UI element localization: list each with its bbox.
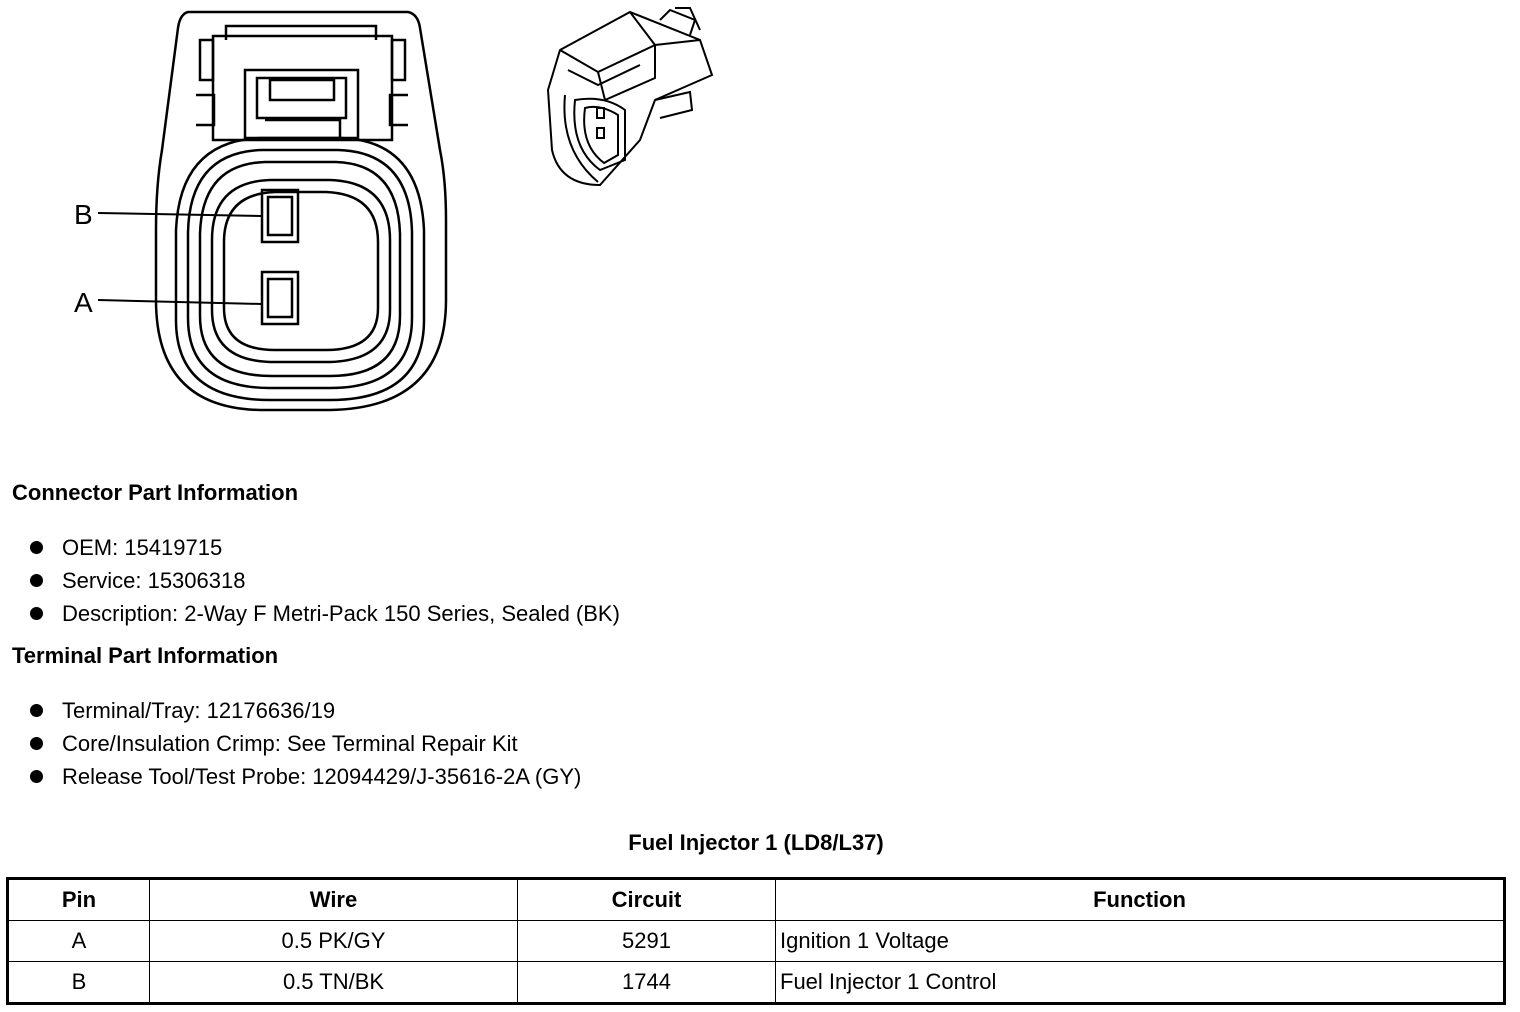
table-row bbox=[8, 962, 1505, 1004]
header-wire: Wire bbox=[150, 879, 518, 921]
pin-label-a: A bbox=[74, 287, 93, 318]
iso-body bbox=[548, 12, 712, 185]
cell-wire: 0.5 PK/GY bbox=[150, 921, 518, 962]
list-item: Core/Insulation Crimp: See Terminal Repair Kit bbox=[28, 727, 581, 760]
header-function: Function bbox=[776, 879, 1505, 921]
connector-iso-diagram bbox=[540, 0, 720, 200]
bullet-icon bbox=[30, 737, 43, 750]
list-item: Description: 2-Way F Metri-Pack 150 Series, Sealed (BK) bbox=[28, 597, 620, 630]
cell-circuit: 1744 bbox=[518, 962, 776, 1004]
leader-line-b bbox=[98, 213, 262, 216]
header-circuit: Circuit bbox=[518, 879, 776, 921]
pin-label-b: B bbox=[74, 199, 93, 230]
iso-terminal-bottom bbox=[597, 128, 604, 138]
table-header-row bbox=[8, 879, 1505, 921]
bullet-icon bbox=[30, 541, 43, 554]
bullet-icon bbox=[30, 607, 43, 620]
header-pin: Pin bbox=[8, 879, 150, 921]
list-item: Terminal/Tray: 12176636/19 bbox=[28, 694, 581, 727]
list-item: OEM: 15419715 bbox=[28, 531, 620, 564]
cell-pin: B bbox=[8, 962, 150, 1004]
latch-outline bbox=[213, 36, 392, 140]
connector-info-title: Connector Part Information bbox=[12, 480, 299, 505]
pinout-table bbox=[6, 877, 1506, 1005]
table-row bbox=[8, 921, 1505, 962]
cavity-outline bbox=[212, 180, 390, 362]
cell-wire: 0.5 TN/BK bbox=[150, 962, 518, 1004]
cell-function: Fuel Injector 1 Control bbox=[776, 962, 1505, 1004]
terminal-info-list bbox=[28, 694, 581, 793]
cell-pin: A bbox=[8, 921, 150, 962]
list-item: Release Tool/Test Probe: 12094429/J-35616-2A (GY) bbox=[28, 760, 581, 793]
list-item: Service: 15306318 bbox=[28, 564, 620, 597]
connector-face-diagram bbox=[60, 0, 480, 420]
cell-function: Ignition 1 Voltage bbox=[776, 921, 1505, 962]
terminal-info-title: Terminal Part Information bbox=[12, 643, 279, 668]
bullet-icon bbox=[30, 704, 43, 717]
cell-circuit: 5291 bbox=[518, 921, 776, 962]
connector-info-list bbox=[28, 531, 620, 630]
iso-terminal-top bbox=[597, 108, 604, 118]
bullet-icon bbox=[30, 770, 43, 783]
leader-line-a bbox=[98, 300, 262, 304]
bullet-icon bbox=[30, 574, 43, 587]
table-title: Fuel Injector 1 (LD8/L37) bbox=[628, 830, 884, 855]
